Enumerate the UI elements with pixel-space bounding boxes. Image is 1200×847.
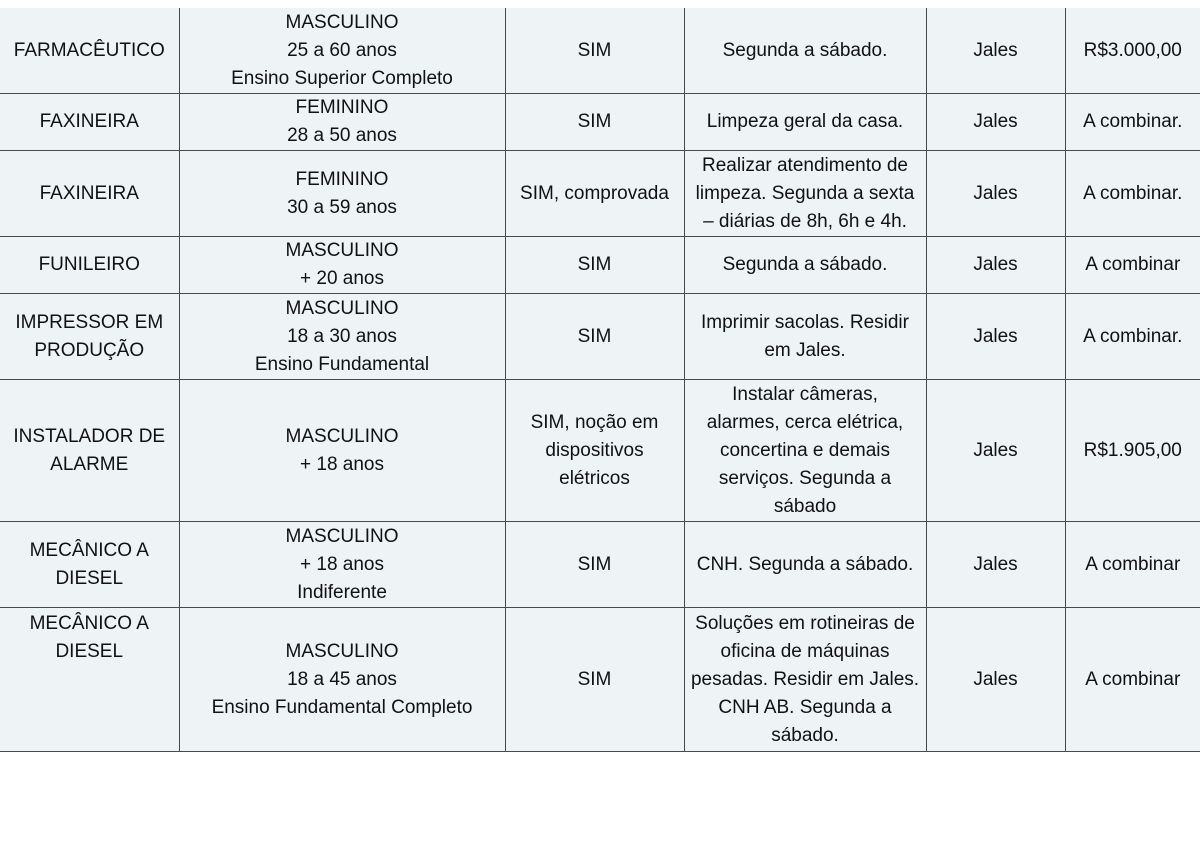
cell-local: Jales — [926, 151, 1065, 237]
cell-experiencia: SIM — [505, 608, 684, 752]
cell-perfil: MASCULINO + 18 anos — [179, 380, 505, 522]
cell-cargo: FAXINEIRA — [0, 151, 179, 237]
cell-local: Jales — [926, 294, 1065, 380]
cell-descricao: Segunda a sábado. — [684, 237, 926, 294]
cell-local: Jales — [926, 8, 1065, 94]
cell-descricao: CNH. Segunda a sábado. — [684, 522, 926, 608]
cell-cargo: MECÂNICO A DIESEL — [0, 522, 179, 608]
cell-salario: A combinar. — [1065, 151, 1200, 237]
cell-salario: A combinar — [1065, 522, 1200, 608]
cell-perfil: MASCULINO 18 a 45 anos Ensino Fundamental Completo — [179, 608, 505, 752]
cell-experiencia: SIM — [505, 237, 684, 294]
cell-local: Jales — [926, 608, 1065, 752]
cell-descricao: Limpeza geral da casa. — [684, 94, 926, 151]
cell-perfil: MASCULINO 18 a 30 anos Ensino Fundamental — [179, 294, 505, 380]
table-row — [0, 237, 1200, 294]
table-row — [0, 151, 1200, 237]
cell-cargo: FUNILEIRO — [0, 237, 179, 294]
cell-perfil: FEMININO 30 a 59 anos — [179, 151, 505, 237]
table-row — [0, 94, 1200, 151]
table-row — [0, 608, 1200, 752]
table-row — [0, 522, 1200, 608]
cell-experiencia: SIM — [505, 294, 684, 380]
cell-perfil: MASCULINO 25 a 60 anos Ensino Superior Completo — [179, 8, 505, 94]
cell-experiencia: SIM, noção em dispositivos elétricos — [505, 380, 684, 522]
cell-cargo: FAXINEIRA — [0, 94, 179, 151]
cell-descricao: Imprimir sacolas. Residir em Jales. — [684, 294, 926, 380]
cell-cargo: IMPRESSOR EM PRODUÇÃO — [0, 294, 179, 380]
cell-cargo: FARMACÊUTICO — [0, 8, 179, 94]
table-row — [0, 380, 1200, 522]
table-row — [0, 294, 1200, 380]
cell-local: Jales — [926, 522, 1065, 608]
cell-local: Jales — [926, 380, 1065, 522]
cell-perfil: MASCULINO + 20 anos — [179, 237, 505, 294]
cell-salario: R$1.905,00 — [1065, 380, 1200, 522]
cell-salario: A combinar. — [1065, 294, 1200, 380]
cell-experiencia: SIM — [505, 522, 684, 608]
cell-local: Jales — [926, 94, 1065, 151]
cell-salario: A combinar. — [1065, 94, 1200, 151]
cell-perfil: FEMININO 28 a 50 anos — [179, 94, 505, 151]
job-openings-table — [0, 8, 1200, 752]
cell-salario: A combinar — [1065, 237, 1200, 294]
cell-descricao: Realizar atendimento de limpeza. Segunda a sexta – diárias de 8h, 6h e 4h. — [684, 151, 926, 237]
cell-local: Jales — [926, 237, 1065, 294]
cell-cargo: MECÂNICO A DIESEL — [0, 608, 179, 752]
cell-descricao: Instalar câmeras, alarmes, cerca elétrica, concertina e demais serviços. Segunda a sábado — [684, 380, 926, 522]
cell-experiencia: SIM, comprovada — [505, 151, 684, 237]
cell-descricao: Segunda a sábado. — [684, 8, 926, 94]
cell-salario: A combinar — [1065, 608, 1200, 752]
cell-descricao: Soluções em rotineiras de oficina de máquinas pesadas. Residir em Jales. CNH AB. Segunda a sábado. — [684, 608, 926, 752]
cell-perfil: MASCULINO + 18 anos Indiferente — [179, 522, 505, 608]
cell-experiencia: SIM — [505, 8, 684, 94]
cell-cargo: INSTALADOR DE ALARME — [0, 380, 179, 522]
cell-experiencia: SIM — [505, 94, 684, 151]
table-row — [0, 8, 1200, 94]
cell-salario: R$3.000,00 — [1065, 8, 1200, 94]
